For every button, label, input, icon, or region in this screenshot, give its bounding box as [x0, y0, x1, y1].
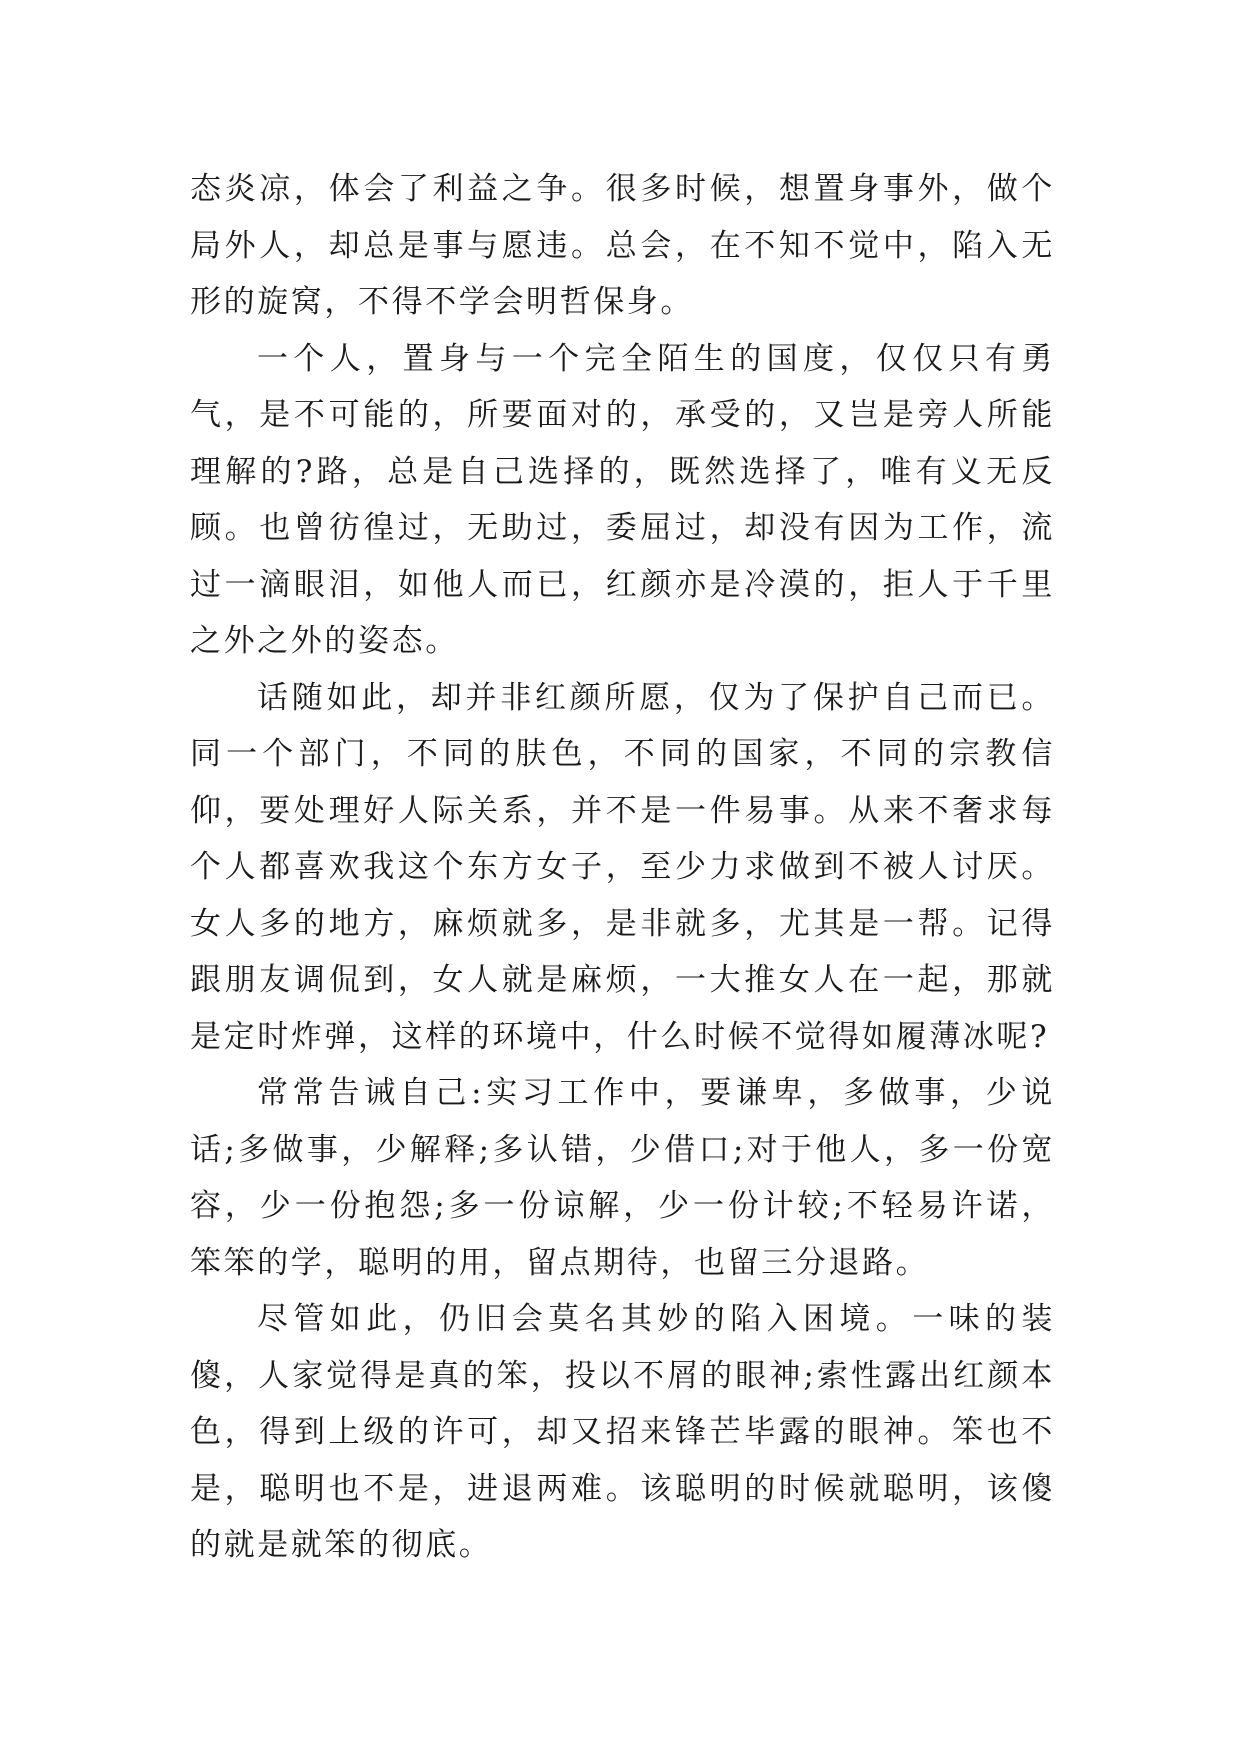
paragraph-1: 态炎凉，体会了利益之争。很多时候，想置身事外，做个局外人，却总是事与愿违。总会，在不知不觉中，陷入无形的旋窝，不得不学会明哲保身。 — [190, 171, 1055, 320]
document-body — [190, 161, 1055, 1574]
paragraph-2: 一个人，置身与一个完全陌生的国度，仅仅只有勇气，是不可能的，所要面对的，承受的，又岂是旁人所能理解的?路，总是自己选择的，既然选择了，唯有义无反顾。也曾彷徨过，无助过，委屈过，却没有因为工作，流过一滴眼泪，如他人而已，红颜亦是冷漠的，拒人于千里之外之外的姿态。 — [190, 340, 1055, 659]
paragraph-3: 话随如此，却并非红颜所愿，仅为了保护自己而已。同一个部门，不同的肤色，不同的国家，不同的宗教信仰，要处理好人际关系，并不是一件易事。从来不奢求每个人都喜欢我这个东方女子，至少力求做到不被人讨厌。女人多的地方，麻烦就多，是非就多，尤其是一帮。记得跟朋友调侃到，女人就是麻烦，一大推女人在一起，那就是定时炸弹，这样的环境中，什么时候不觉得如履薄冰呢? — [190, 679, 1055, 1055]
paragraph-4: 常常告诫自己:实习工作中，要谦卑，多做事，少说话;多做事，少解释;多认错，少借口;对于他人，多一份宽容，少一份抱怨;多一份谅解，少一份计较;不轻易许诺，笨笨的学，聪明的用，留点期待，也留三分退路。 — [190, 1075, 1055, 1281]
paragraph-5: 尽管如此，仍旧会莫名其妙的陷入困境。一味的装傻，人家觉得是真的笨，投以不屑的眼神;索性露出红颜本色，得到上级的许可，却又招来锋芒毕露的眼神。笨也不是，聪明也不是，进退两难。该聪明的时候就聪明，该傻的就是就笨的彻底。 — [190, 1301, 1055, 1563]
